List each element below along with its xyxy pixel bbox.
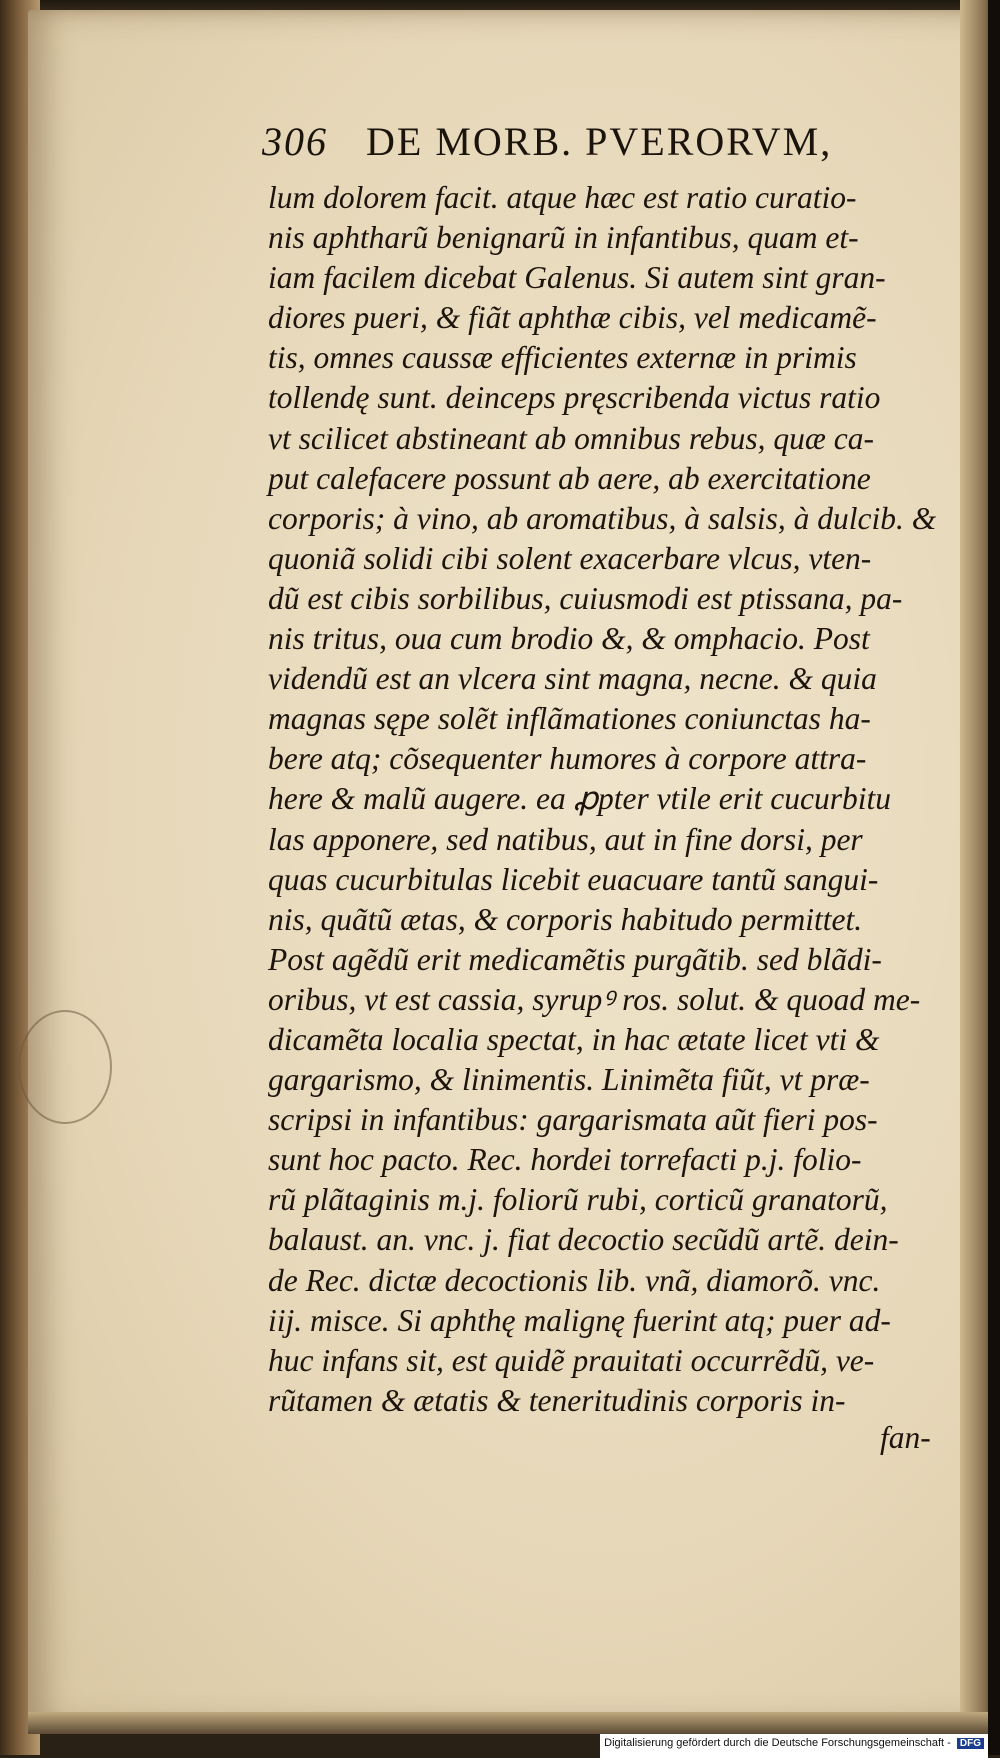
body-text — [268, 178, 948, 1421]
page-stain-mark — [18, 1010, 112, 1124]
catchword: fan- — [880, 1420, 931, 1455]
backdrop-right — [988, 0, 1000, 1755]
text-line: diores pueri, & fiãt aphthæ cibis, vel medicamẽ- — [268, 300, 877, 336]
text-line: nis aphtharũ benignarũ in infantibus, quam et- — [268, 220, 859, 256]
running-header — [262, 118, 902, 165]
text-line: nis tritus, oua cum brodio &, & omphacio. Post — [268, 621, 870, 657]
text-line: lum dolorem facit. atque hæc est ratio curatio- — [268, 180, 857, 215]
text-line: iam facilem dicebat Galenus. Si autem sint gran- — [268, 260, 886, 296]
text-line: huc infans sit, est quidẽ prauitati occurrẽdũ, ve- — [268, 1342, 875, 1378]
text-line: gargarismo, & linimentis. Linimẽta fiũt, vt præ- — [268, 1062, 870, 1098]
text-line: Post agẽdũ erit medicamẽtis purgãtib. sed blãdi- — [268, 941, 882, 977]
text-line: rũtamen & ætatis & teneritudinis corporis in- — [268, 1382, 846, 1418]
text-line: tis, omnes caussæ efficientes externæ in primis — [268, 340, 857, 376]
text-line: vt scilicet abstineant ab omnibus rebus, quæ ca- — [268, 420, 875, 456]
text-line: put calefacere possunt ab aere, ab exercitatione — [268, 460, 871, 496]
text-line: rũ plãtaginis m.j. foliorũ rubi, corticũ granatorũ, — [268, 1182, 888, 1218]
digitization-credit — [600, 1734, 988, 1758]
text-line: bere atq; cõsequenter humores à corpore attra- — [268, 741, 867, 777]
page-number: 306 — [262, 119, 328, 164]
text-line: corporis; à vino, ab aromatibus, à salsis, à dulcib. & — [268, 500, 937, 536]
text-line: oribus, vt est cassia, syrupꝰ ros. solut. & quoad me- — [268, 981, 921, 1017]
text-line: balaust. an. vnc. j. fiat decoctio secũdũ artẽ. dein- — [268, 1222, 899, 1258]
text-line: dicamẽta localia spectat, in hac ætate licet vti & — [268, 1021, 880, 1057]
text-line: las apponere, sed natibus, aut in fine dorsi, per — [268, 821, 863, 857]
text-line: tollendę sunt. deinceps pręscribenda victus ratio — [268, 380, 881, 416]
text-line: de Rec. dictæ decoctionis lib. vnã, diamorõ. vnc. — [268, 1262, 881, 1298]
dfg-logo: DFG — [957, 1738, 984, 1749]
text-line: here & malũ augere. ea ꝓpter vtile erit cucurbitu — [268, 781, 892, 817]
text-line: dũ est cibis sorbilibus, cuiusmodi est ptissana, pa- — [268, 580, 903, 616]
running-title: DE MORB. PVERORVM, — [366, 119, 833, 164]
page-edge-bottom — [28, 1712, 1000, 1734]
text-line: magnas sępe solẽt inflãmationes coniunctas ha- — [268, 701, 871, 737]
text-line: videndũ est an vlcera sint magna, necne. & quia — [268, 661, 877, 697]
text-line: nis, quãtũ ætas, & corporis habitudo permittet. — [268, 901, 863, 937]
text-line: sunt hoc pacto. Rec. hordei torrefacti p.j. folio- — [268, 1142, 862, 1178]
credit-text: Digitalisierung gefördert durch die Deutsche Forschungsgemeinschaft - — [604, 1737, 951, 1749]
text-line: quoniã solidi cibi solent exacerbare vlcus, vten- — [268, 540, 872, 576]
text-line: scripsi in infantibus: gargarismata aũt fieri pos- — [268, 1102, 878, 1138]
text-line: quas cucurbitulas licebit euacuare tantũ sangui- — [268, 861, 879, 897]
text-line: iij. misce. Si aphthę malignę fuerint atq; puer ad- — [268, 1302, 891, 1338]
